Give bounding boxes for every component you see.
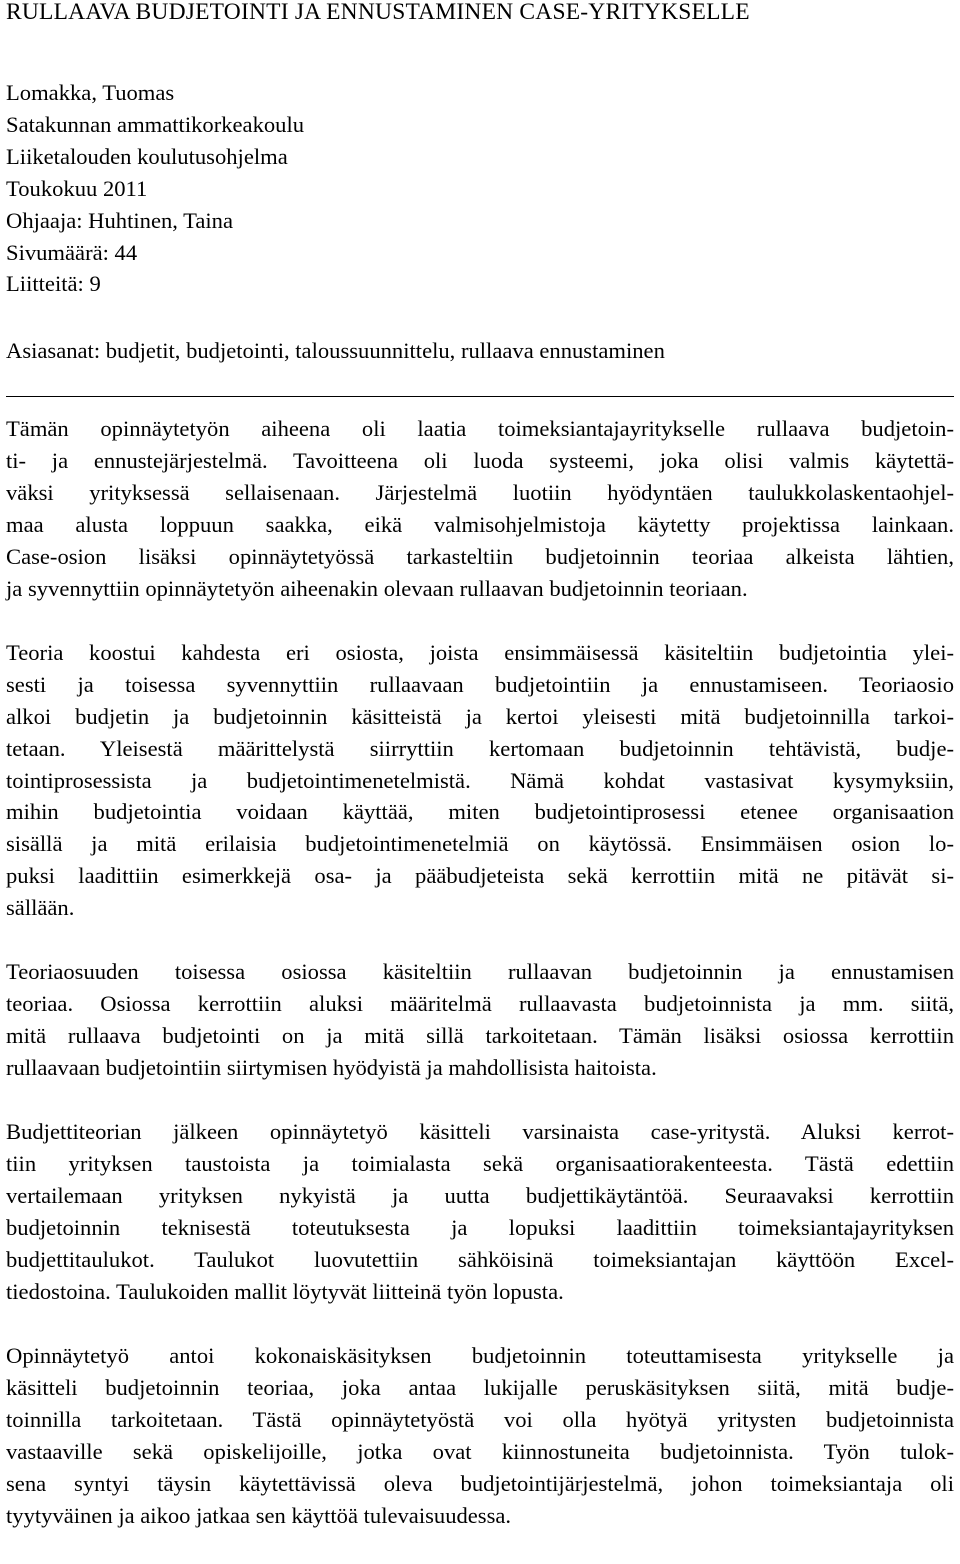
text-line: Teoriaosuuden toisessa osiossa käsiteltiin rullaavan budjetoinnin ja ennustamisen: [6, 959, 954, 985]
text-line: budjettitaulukot. Taulukot luovutettiin sähköisinä toimeksiantajan käyttöön Excel-: [6, 1246, 954, 1272]
text-line: rullaavaan budjetointiin siirtymisen hyödyistä ja mahdollisista haitoista.: [6, 1055, 657, 1081]
text-line: alkoi budjetin ja budjetoinnin käsitteistä ja kertoi yleisesti mitä budjetoinnilla tarkoi-: [6, 703, 954, 729]
abstract-paragraph: [6, 1340, 954, 1532]
section-divider: [6, 396, 954, 397]
degree-programme-line: Liiketalouden koulutusohjelma: [6, 143, 288, 169]
text-line: ja syvennyttiin opinnäytetyön aiheenakin olevaan rullaavan budjetoinnin teoriaan.: [6, 575, 748, 601]
text-line: Case-osion lisäksi opinnäytetyössä tarkasteltiin budjetoinnin teoriaa alkeista lähtien,: [6, 543, 954, 569]
text-line: teoriaa. Osiossa kerrottiin aluksi määritelmä rullaavasta budjetoinnista ja mm. siitä,: [6, 991, 954, 1017]
abstract-paragraph: [6, 956, 954, 1084]
text-line: Tämän opinnäytetyön aiheena oli laatia toimeksiantajayritykselle rullaava budjetoin-: [6, 416, 954, 441]
text-line: maa alusta loppuun saakka, eikä valmisohjelmistoja käytetty projektissa lainkaan.: [6, 511, 954, 537]
text-line: mihin budjetointia voidaan käyttää, miten budjetointiprosessi etenee organisaation: [6, 799, 954, 825]
text-line: tiedostoina. Taulukoiden mallit löytyvät liitteinä työn lopusta.: [6, 1278, 564, 1304]
text-line: Budjettiteorian jälkeen opinnäytetyö käsitteli varsinaista case-yritystä. Aluksi kerrot-: [6, 1119, 954, 1145]
text-line: sällään.: [6, 895, 75, 921]
appendix-count-line: Liitteitä: 9: [6, 271, 101, 297]
text-line: budjetoinnin teknisestä toteutuksesta ja lopuksi laadittiin toimeksiantajayrityksen: [6, 1214, 954, 1240]
date-line: Toukokuu 2011: [6, 175, 148, 201]
text-line: käsitteli budjetoinnin teoriaa, joka antaa lukijalle peruskäsityksen siitä, mitä budje-: [6, 1374, 954, 1400]
abstract-body: [6, 413, 954, 1564]
text-line: tetaan. Yleisestä määrittelystä siirryttiin kertomaan budjetoinnin tehtävistä, budje-: [6, 735, 954, 761]
text-line: tiin yrityksen taustoista ja toimialasta sekä organisaatiorakenteesta. Tästä edettiin: [6, 1151, 954, 1177]
text-line: tointiprosessista ja budjetointimenetelmistä. Nämä kohdat vastasivat kysymyksiin,: [6, 767, 954, 793]
text-line: puksi laadittiin esimerkkejä osa- ja pääbudjeteista sekä kerrottiin mitä ne pitävät si-: [6, 863, 954, 889]
school-line: Satakunnan ammattikorkeakoulu: [6, 111, 305, 137]
author-line: Lomakka, Tuomas: [6, 80, 175, 105]
text-line: Opinnäytetyö antoi kokonaiskäsityksen budjetoinnin toteuttamisesta yritykselle ja: [6, 1342, 954, 1368]
page-count-line: Sivumäärä: 44: [6, 239, 138, 265]
thesis-metadata: [6, 77, 304, 300]
text-line: väksi yrityksessä sellaisenaan. Järjestelmä luotiin hyödyntäen taulukkolaskentaohjel-: [6, 479, 954, 505]
text-line: sisällä ja mitä erilaisia budjetointimenetelmiä on käytössä. Ensimmäisen osion lo-: [6, 831, 954, 857]
text-line: Teoria koostui kahdesta eri osiosta, joista ensimmäisessä käsiteltiin budjetointia ylei-: [6, 639, 954, 665]
abstract-paragraph: [6, 1116, 954, 1308]
supervisor-line: Ohjaaja: Huhtinen, Taina: [6, 207, 234, 233]
text-line: tyytyväinen ja aikoo jatkaa sen käyttöä tulevaisuudessa.: [6, 1502, 512, 1528]
text-line: mitä rullaava budjetointi on ja mitä sillä tarkoitetaan. Tämän lisäksi osiossa kerrottiin: [6, 1023, 954, 1049]
text-line: vastaaville sekä opiskelijoille, jotka ovat kiinnostuneita budjetoinnista. Työn tulok-: [6, 1438, 954, 1464]
text-line: toinnilla tarkoitetaan. Tästä opinnäytetyöstä voi olla hyötyä yritysten budjetoinnista: [6, 1406, 954, 1432]
abstract-paragraph: [6, 413, 954, 605]
keywords-line: Asiasanat: budjetit, budjetointi, taloussuunnittelu, rullaava ennustaminen: [6, 338, 665, 363]
thesis-title: RULLAAVA BUDJETOINTI JA ENNUSTAMINEN CASE-YRITYKSELLE: [6, 0, 750, 25]
text-line: ti- ja ennustejärjestelmä. Tavoitteena oli luoda systeemi, joka olisi valmis käytettä-: [6, 447, 954, 473]
abstract-paragraph: [6, 637, 954, 925]
text-line: sesti ja toisessa syvennyttiin rullaavaan budjetointiin ja ennustamiseen. Teoriaosio: [6, 671, 954, 697]
text-line: sena syntyi täysin käytettävissä oleva budjetointijärjestelmä, johon toimeksiantaja oli: [6, 1470, 954, 1496]
text-line: vertailemaan yrityksen nykyistä ja uutta budjettikäytäntöä. Seuraavaksi kerrottiin: [6, 1183, 954, 1209]
